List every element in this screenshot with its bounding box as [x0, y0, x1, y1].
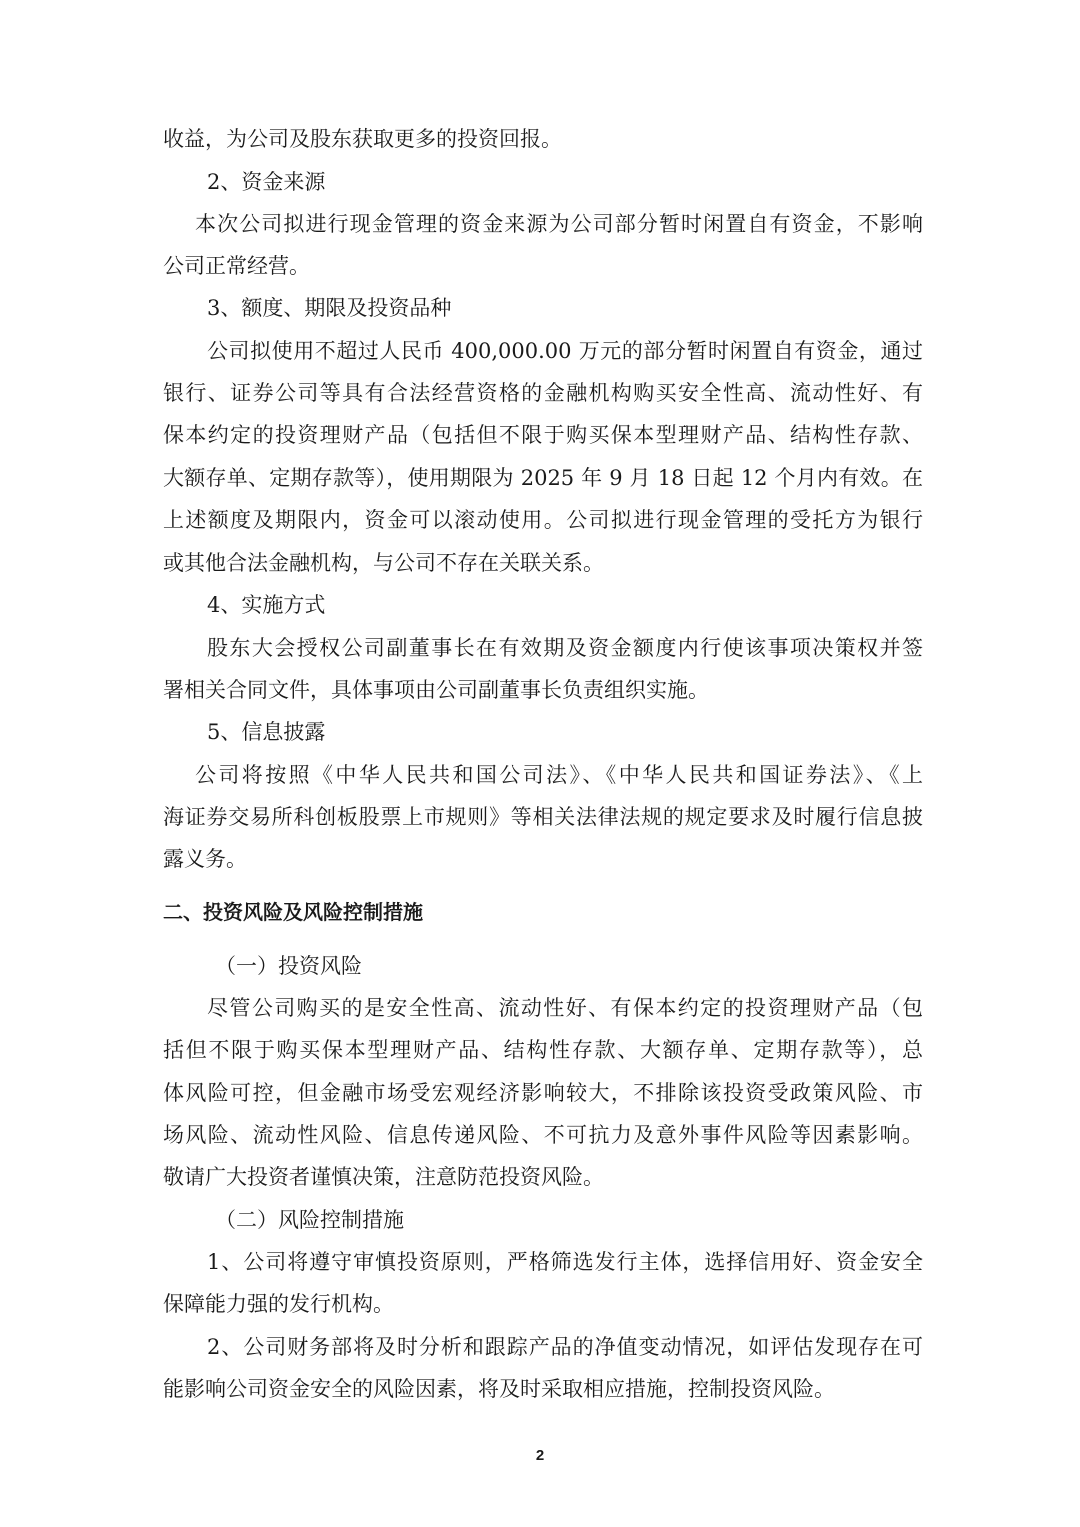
body-text-line: 股东大会授权公司副董事长在有效期及资金额度内行使该事项决策权并签: [207, 636, 923, 660]
body-text-line: 敬请广大投资者谨慎决策，注意防范投资风险。: [163, 1165, 604, 1189]
body-text-line: 公司正常经营。: [163, 254, 310, 278]
body-text-line: 署相关合同文件，具体事项由公司副董事长负责组织实施。: [163, 678, 709, 702]
body-text-line: 括但不限于购买保本型理财产品、结构性存款、大额存单、定期存款等），总: [163, 1038, 923, 1062]
body-text-line: 公司拟使用不超过人民币 400,000.00 万元的部分暂时闲置自有资金，通过: [207, 339, 923, 363]
body-text-line: 露义务。: [163, 847, 247, 871]
body-text-line: 能影响公司资金安全的风险因素，将及时采取相应措施，控制投资风险。: [163, 1377, 835, 1401]
body-text-line: 本次公司拟进行现金管理的资金来源为公司部分暂时闲置自有资金，不影响: [195, 212, 923, 236]
body-text-line: 海证券交易所科创板股票上市规则》等相关法律法规的规定要求及时履行信息披: [163, 805, 923, 829]
body-text-line: 收益，为公司及股东获取更多的投资回报。: [163, 127, 562, 151]
subsection-heading-implementation: 4、实施方式: [207, 593, 326, 617]
body-text-line: 体风险可控，但金融市场受宏观经济影响较大，不排除该投资受政策风险、市: [163, 1081, 923, 1105]
section-heading-investment-risk: 二、投资风险及风险控制措施: [163, 900, 423, 924]
body-text-line: 银行、证券公司等具有合法经营资格的金融机构购买安全性高、流动性好、有: [163, 381, 923, 405]
body-text-line: 公司将按照《中华人民共和国公司法》、《中华人民共和国证券法》、《上: [195, 763, 923, 787]
subsection-heading-funding-source: 2、资金来源: [207, 170, 326, 194]
subsection-heading-disclosure: 5、信息披露: [207, 720, 326, 744]
page-number: 2: [535, 1447, 545, 1464]
body-text-line: 尽管公司购买的是安全性高、流动性好、有保本约定的投资理财产品（包: [207, 996, 923, 1020]
body-text-line: 保本约定的投资理财产品（包括但不限于购买保本型理财产品、结构性存款、: [163, 423, 923, 447]
body-text-line: 大额存单、定期存款等），使用期限为 2025 年 9 月 18 日起 12 个月内有效。在: [163, 466, 923, 490]
body-text-line: 2、公司财务部将及时分析和跟踪产品的净值变动情况，如评估发现存在可: [207, 1335, 923, 1359]
subsection-heading-risk-control: （二）风险控制措施: [215, 1208, 404, 1232]
subsection-heading-amount-term-products: 3、额度、期限及投资品种: [207, 296, 452, 320]
subsection-heading-investment-risk: （一）投资风险: [215, 954, 362, 978]
body-text-line: 场风险、流动性风险、信息传递风险、不可抗力及意外事件风险等因素影响。: [163, 1123, 923, 1147]
body-text-line: 上述额度及期限内，资金可以滚动使用。公司拟进行现金管理的受托方为银行: [163, 508, 923, 532]
body-text-line: 保障能力强的发行机构。: [163, 1292, 394, 1316]
body-text-line: 1、公司将遵守审慎投资原则，严格筛选发行主体，选择信用好、资金安全: [207, 1250, 923, 1274]
body-text-line: 或其他合法金融机构，与公司不存在关联关系。: [163, 551, 604, 575]
